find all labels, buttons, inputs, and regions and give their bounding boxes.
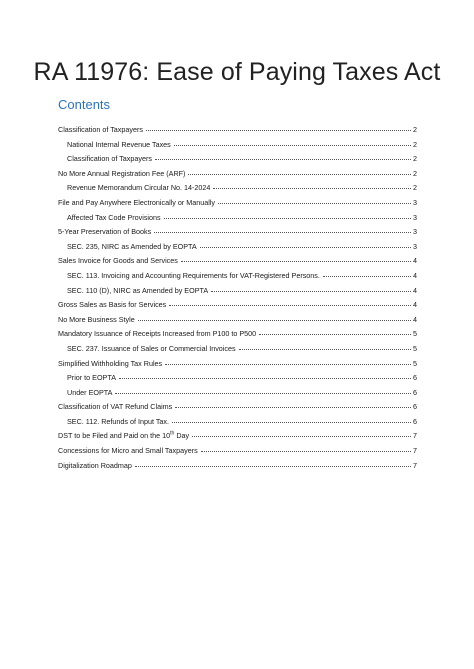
document-title: RA 11976: Ease of Paying Taxes Act: [33, 58, 441, 86]
dot-leader: [172, 414, 411, 423]
dot-leader: [169, 297, 411, 306]
toc-entry[interactable]: [58, 284, 417, 299]
toc-page-number[interactable]: 7: [413, 460, 417, 470]
toc-page-number[interactable]: 2: [413, 183, 417, 193]
toc-entry[interactable]: [58, 254, 417, 269]
toc-entry-text[interactable]: DST to be Filed and Paid on the 10th Day: [58, 431, 190, 441]
toc-entry-text[interactable]: Concessions for Micro and Small Taxpayers: [58, 446, 198, 456]
toc-page-number[interactable]: 5: [413, 358, 417, 368]
toc-page-number[interactable]: 2: [413, 168, 417, 178]
toc-page-number[interactable]: 4: [413, 270, 417, 280]
toc-entry-text[interactable]: National Internal Revenue Taxes: [67, 139, 171, 149]
toc-entry-text[interactable]: Revenue Memorandum Circular No. 14-2024: [67, 183, 211, 193]
dot-leader: [218, 195, 411, 204]
dot-leader: [200, 239, 411, 248]
toc-page-number[interactable]: 2: [413, 139, 417, 149]
toc-entry[interactable]: [58, 415, 417, 430]
dot-leader: [165, 356, 411, 365]
toc-entry-text[interactable]: Affected Tax Code Provisions: [67, 212, 161, 222]
dot-leader: [174, 137, 411, 146]
toc-entry[interactable]: [58, 211, 417, 226]
toc-entry[interactable]: [58, 138, 417, 153]
toc-entry[interactable]: [58, 298, 417, 313]
dot-leader: [259, 326, 411, 335]
dot-leader: [135, 458, 411, 467]
toc-entry[interactable]: [58, 342, 417, 357]
toc-page-number[interactable]: 3: [413, 212, 417, 222]
dot-leader: [146, 122, 411, 131]
dot-leader: [188, 166, 411, 175]
toc-entry[interactable]: [58, 225, 417, 240]
dot-leader: [239, 341, 411, 350]
toc-page-number[interactable]: 4: [413, 300, 417, 310]
toc-entry[interactable]: [58, 400, 417, 415]
dot-leader: [192, 428, 411, 437]
toc-entry[interactable]: [58, 429, 417, 444]
dot-leader: [201, 443, 411, 452]
toc-entry[interactable]: [58, 371, 417, 386]
toc-entry-text[interactable]: File and Pay Anywhere Electronically or Manually: [58, 197, 216, 207]
dot-leader: [175, 399, 411, 408]
toc-page-number[interactable]: 6: [413, 373, 417, 383]
dot-leader: [154, 224, 411, 233]
toc-entry-text[interactable]: Classification of Taxpayers: [58, 125, 143, 134]
dot-leader: [211, 283, 411, 292]
toc-entry-text[interactable]: Digitalization Roadmap: [58, 460, 132, 470]
toc-entry-text[interactable]: SEC. 110 (D), NIRC as Amended by EOPTA: [67, 285, 209, 295]
toc-entry-text[interactable]: Classification of Taxpayers: [67, 154, 152, 164]
toc-page-number[interactable]: 6: [413, 416, 417, 426]
toc-page-number[interactable]: 6: [413, 387, 417, 397]
toc-entry-text[interactable]: SEC. 235, NIRC as Amended by EOPTA: [67, 241, 197, 251]
dot-leader: [155, 151, 411, 160]
toc-page-number[interactable]: 5: [413, 343, 417, 353]
toc-page-number[interactable]: 7: [413, 446, 417, 456]
contents-heading: Contents: [58, 97, 111, 112]
toc-page-number[interactable]: 2: [413, 125, 417, 134]
toc-entry-text[interactable]: Classification of VAT Refund Claims: [58, 402, 173, 412]
dot-leader: [164, 210, 411, 219]
dot-leader: [181, 253, 411, 262]
toc-page-number[interactable]: 5: [413, 329, 417, 339]
toc-entry[interactable]: [58, 313, 417, 328]
toc-entry-text[interactable]: SEC. 113. Invoicing and Accounting Requirements for VAT-Registered Persons.: [67, 270, 320, 280]
toc-entry[interactable]: [58, 327, 417, 342]
toc-entry[interactable]: [58, 459, 417, 474]
toc-page-number[interactable]: 2: [413, 154, 417, 164]
toc-entry[interactable]: [58, 196, 417, 211]
dot-leader: [115, 385, 411, 394]
toc-entry-text[interactable]: Sales Invoice for Goods and Services: [58, 256, 178, 266]
toc-entry[interactable]: [58, 444, 417, 459]
toc-page-number[interactable]: 7: [413, 431, 417, 441]
toc-entry[interactable]: [58, 167, 417, 182]
toc-entry-text[interactable]: Gross Sales as Basis for Services: [58, 300, 167, 310]
toc-page-number[interactable]: 3: [413, 241, 417, 251]
toc-page-number[interactable]: 3: [413, 197, 417, 207]
toc-page-number[interactable]: 4: [413, 256, 417, 266]
dot-leader: [213, 180, 411, 189]
toc-entry[interactable]: [58, 357, 417, 372]
toc-entry[interactable]: [58, 269, 417, 284]
dot-leader: [323, 268, 411, 277]
toc-entry-text[interactable]: Under EOPTA: [67, 387, 113, 397]
toc-page-number[interactable]: 4: [413, 314, 417, 324]
toc-page-number[interactable]: 3: [413, 227, 417, 237]
toc-entry[interactable]: [58, 152, 417, 167]
toc-entry-text[interactable]: Mandatory Issuance of Receipts Increased from P100 to P500: [58, 329, 257, 339]
toc-entry[interactable]: [58, 386, 417, 401]
toc-entry-text[interactable]: SEC. 112. Refunds of Input Tax.: [67, 416, 170, 426]
toc-entry-text[interactable]: 5-Year Preservation of Books: [58, 227, 152, 237]
toc-entry-text[interactable]: Simplified Withholding Tax Rules: [58, 358, 163, 368]
toc-entry-text[interactable]: Prior to EOPTA: [67, 373, 116, 383]
toc-entry[interactable]: [58, 123, 417, 138]
toc-entry-text[interactable]: No More Business Style: [58, 314, 135, 324]
toc-page-number[interactable]: 4: [413, 285, 417, 295]
toc-entry[interactable]: [58, 181, 417, 196]
toc-entry[interactable]: [58, 240, 417, 255]
toc-entry-text[interactable]: SEC. 237. Issuance of Sales or Commercial Invoices: [67, 343, 236, 353]
toc-page-number[interactable]: 6: [413, 402, 417, 412]
superscript: th: [170, 431, 175, 438]
dot-leader: [119, 370, 411, 379]
table-of-contents: [58, 123, 417, 473]
toc-entry-text[interactable]: No More Annual Registration Fee (ARF): [58, 168, 186, 178]
dot-leader: [138, 312, 411, 321]
